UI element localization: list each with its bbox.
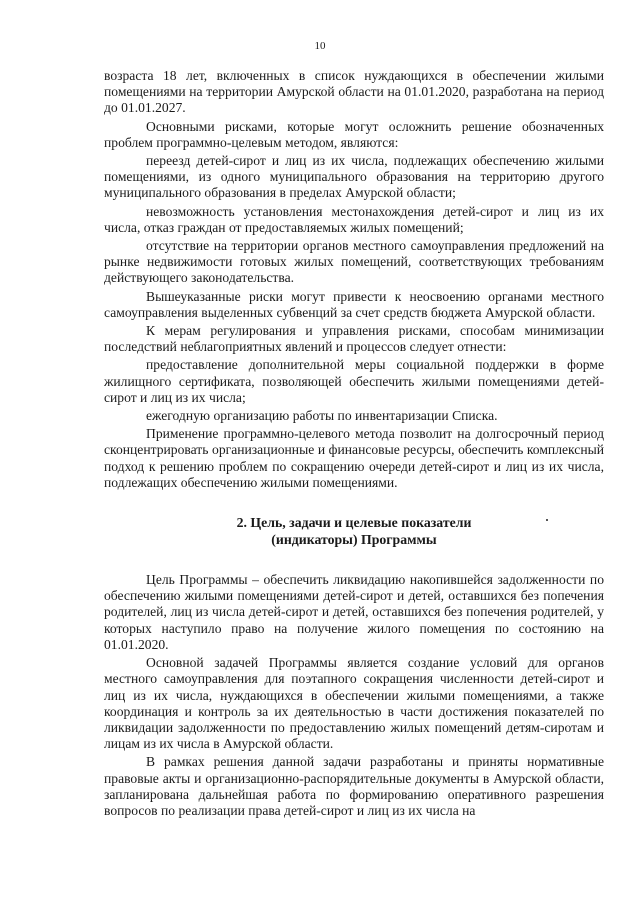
paragraph: невозможность установления местонахождения детей-сирот и лиц из их числа, отказ граждан от предоставляемых жилых помещений; xyxy=(104,203,604,235)
section-heading xyxy=(104,515,604,548)
document-body xyxy=(104,68,604,819)
paragraph: Основными рисками, которые могут осложнить решение обозначенных проблем программно-целевым методом, являются: xyxy=(104,118,604,150)
section-heading-line-2: (индикаторы) Программы xyxy=(271,531,437,547)
section-heading-line-1: 2. Цель, задачи и целевые показатели xyxy=(236,515,472,531)
page-number: 10 xyxy=(314,40,326,52)
paragraph: возраста 18 лет, включенных в список нуждающихся в обеспечении жилыми помещениями на территории Амурской области на 01.01.2020, разработана на период до 01.01.2027. xyxy=(104,68,604,116)
scan-dot xyxy=(546,519,548,521)
paragraph: переезд детей-сирот и лиц из их числа, подлежащих обеспечению жилыми помещениями, из одного муниципального образования на территорию другого муниципального образования в пределах Амурской области; xyxy=(104,153,604,201)
paragraph: Цель Программы – обеспечить ликвидацию накопившейся задолженности по обеспечению жилыми помещениями детей-сирот и детей, оставшихся без попечения родителей, лиц из числа детей-сирот и детей, оставшихся без попечения родителей, у которых наступило право на получение жилого помещения по состоянию на 01.01.2020. xyxy=(104,572,604,652)
risks-section xyxy=(104,68,604,491)
paragraph: предоставление дополнительной меры социальной поддержки в форме жилищного сертификата, позволяющей обеспечить жилыми помещениями детей-сирот и лиц из их числа; xyxy=(104,357,604,405)
goals-section xyxy=(104,572,604,819)
paragraph: Основной задачей Программы является создание условий для органов местного самоуправления для поэтапного сокращения численности детей-сирот и лиц из их числа, нуждающихся в обеспечении жилыми помещениями, а также координация и контроль за их деятельностью в части достижения показателей по ликвидации задолженности по предоставлению жилых помещений детям-сиротам и лицам из их числа в Амурской области. xyxy=(104,655,604,752)
paragraph: В рамках решения данной задачи разработаны и приняты нормативные правовые акты и организационно-распорядительные документы в Амурской области, запланирована дальнейшая работа по формированию оперативного разрешения вопросов по реализации права детей-сирот и лиц из их числа на xyxy=(104,754,604,818)
paragraph: Применение программно-целевого метода позволит на долгосрочный период сконцентрировать организационные и финансовые ресурсы, обеспечить комплексный подход к решению проблем по сокращению очереди детей-сирот и лиц из их числа, подлежащих обеспечению жилыми помещениями. xyxy=(104,426,604,490)
paragraph: ежегодную организацию работы по инвентаризации Списка. xyxy=(146,408,498,424)
paragraph: К мерам регулирования и управления рисками, способам минимизации последствий неблагоприятных явлений и процессов следует отнести: xyxy=(104,323,604,355)
paragraph: Вышеуказанные риски могут привести к неосвоению органами местного самоуправления выделенных субвенций за счет средств бюджета Амурской области. xyxy=(104,288,604,320)
paragraph: отсутствие на территории органов местного самоуправления предложений на рынке недвижимости готовых жилых помещений, соответствующих требованиям действующего законодательства. xyxy=(104,238,604,286)
